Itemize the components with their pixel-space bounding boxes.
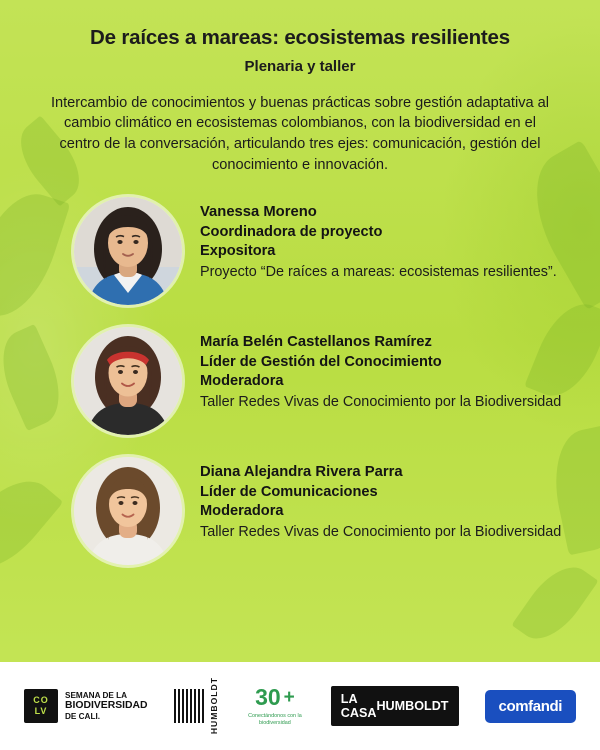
semana-mark-line1: CO bbox=[33, 695, 49, 705]
portrait-diana-alejandra-rivera-parra-icon bbox=[74, 457, 182, 565]
semana-mark-line2: LV bbox=[34, 706, 48, 716]
speaker-details bbox=[182, 457, 561, 542]
title-block bbox=[0, 0, 600, 75]
avatar bbox=[74, 457, 182, 565]
speaker-name: Diana Alejandra Rivera Parra bbox=[200, 464, 403, 481]
semana-wordmark bbox=[65, 691, 148, 722]
semana-line2: BIODIVERSIDAD bbox=[65, 700, 148, 712]
speaker-details bbox=[182, 327, 561, 412]
humboldt-bars-icon bbox=[174, 689, 205, 723]
leaf-decoration-icon bbox=[511, 555, 598, 652]
anniversary-caption: Conectándonos con la biodiversidad bbox=[248, 713, 302, 726]
logo-la-casa-humboldt bbox=[331, 686, 459, 726]
anniversary-number: 30 bbox=[255, 684, 281, 711]
speaker-name: Vanessa Moreno bbox=[200, 204, 317, 221]
logo-semana-biodiversidad-cali bbox=[24, 689, 148, 723]
anniversary-plus-icon: + bbox=[283, 687, 295, 709]
logo-instituto-humboldt bbox=[174, 677, 220, 734]
logo-comfandi: comfandi bbox=[485, 690, 576, 723]
speaker-description: Proyecto “De raíces a mareas: ecosistemas resilientes”. bbox=[200, 263, 557, 280]
speaker-name: María Belén Castellanos Ramírez bbox=[200, 334, 432, 351]
semana-mark-icon bbox=[24, 689, 58, 723]
semana-line1: SEMANA DE LA bbox=[65, 690, 128, 700]
page-subtitle: Plenaria y taller bbox=[244, 57, 356, 75]
speakers-list bbox=[0, 197, 600, 565]
intro-paragraph: Intercambio de conocimientos y buenas prácticas sobre gestión adaptativa al cambio climático en ecosistemas colombianos, con la biodiversidad en el centro de la conversación, articulando tres ejes: comunicación, gestión del conocimiento e innovación. bbox=[50, 94, 550, 173]
logo-30-anniversary bbox=[245, 686, 305, 726]
list-item bbox=[0, 327, 600, 435]
portrait-maria-belen-castellanos-ramirez-icon bbox=[74, 327, 182, 435]
speaker-role: Líder de Comunicaciones bbox=[200, 483, 378, 500]
speaker-description: Taller Redes Vivas de Conocimiento por la Biodiversidad bbox=[200, 523, 562, 540]
speaker-role: Coordinadora de proyecto bbox=[200, 223, 383, 240]
speaker-kind: Moderadora bbox=[200, 372, 284, 389]
speaker-role: Líder de Gestión del Conocimiento bbox=[200, 353, 442, 370]
humboldt-wordmark: HUMBOLDT bbox=[209, 677, 220, 735]
speaker-details bbox=[182, 197, 557, 282]
avatar bbox=[74, 327, 182, 435]
page-title: De raíces a mareas: ecosistemas resilientes bbox=[90, 26, 510, 49]
portrait-vanessa-moreno-icon bbox=[74, 197, 182, 305]
footer-logo-bar bbox=[0, 662, 600, 750]
semana-line3: DE CALI. bbox=[65, 711, 101, 721]
speaker-kind: Expositora bbox=[200, 242, 276, 259]
speaker-kind: Moderadora bbox=[200, 502, 284, 519]
anniversary-row bbox=[255, 686, 295, 709]
list-item bbox=[0, 457, 600, 565]
casa-line1: LA CASA bbox=[340, 692, 377, 720]
list-item bbox=[0, 197, 600, 305]
avatar bbox=[74, 197, 182, 305]
speaker-description: Taller Redes Vivas de Conocimiento por la Biodiversidad bbox=[200, 393, 562, 410]
casa-line2: HUMBOLDT bbox=[376, 699, 449, 713]
